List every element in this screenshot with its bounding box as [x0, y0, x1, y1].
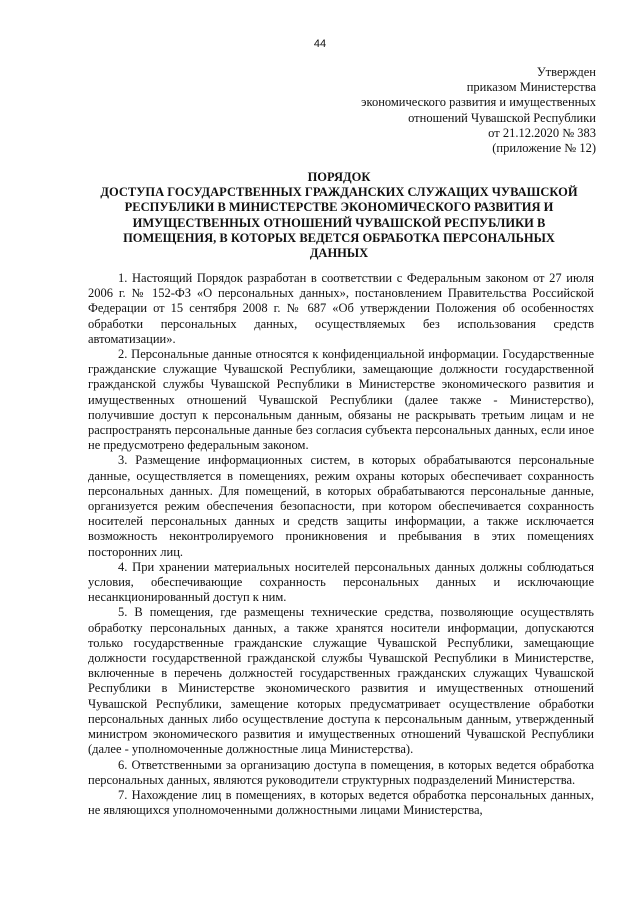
- approval-line: приказом Министерства: [466, 80, 596, 95]
- approval-line: отношений Чувашской Республики: [408, 110, 596, 125]
- document-title: [86, 170, 592, 261]
- approval-line: от 21.12.2020 № 383: [488, 125, 596, 140]
- approval-stamp: [361, 65, 596, 156]
- approval-line: (приложение № 12): [492, 141, 596, 156]
- title-line: ИМУЩЕСТВЕННЫХ ОТНОШЕНИЙ ЧУВАШСКОЙ РЕСПУБЛИКИ В: [132, 215, 546, 230]
- title-line: ПОРЯДОК: [307, 170, 371, 184]
- paragraph-4: 4. При хранении материальных носителей персональных данных должны соблюдаться условия, обеспечивающие сохранность персональных данных и исключающие несанкционированный доступ к ним.: [88, 559, 594, 605]
- title-line: ДАННЫХ: [309, 246, 369, 261]
- document-body: [88, 271, 594, 818]
- title-line: ПОМЕЩЕНИЯ, В КОТОРЫХ ВЕДЕТСЯ ОБРАБОТКА ПЕРСОНАЛЬНЫХ: [123, 230, 555, 245]
- approval-line: экономического развития и имущественных: [361, 95, 596, 110]
- paragraph-2: 2. Персональные данные относятся к конфиденциальной информации. Государственные гражданские служащие Чувашской Республики, замещающие должности государственной гражданской службы Чувашской Республики в Министерстве экономического развития и имущественных отношений Чувашской Республики (далее также - Министерство), получившие доступ к персональным данным, обязаны не раскрывать третьим лицам и не распространять персональные данные без согласия субъекта персональных данных, если иное не предусмотрено федеральным законом.: [88, 347, 594, 453]
- paragraph-6: 6. Ответственными за организацию доступа в помещения, в которых ведется обработка персональных данных, являются руководители структурных подразделений Министерства.: [88, 757, 594, 787]
- paragraph-3: 3. Размещение информационных систем, в которых обрабатываются персональные данные, осуществляется в помещениях, режим охраны которых обеспечивает сохранность персональных данных. Для помещений, в которых обрабатываются персональные данные, организуется режим обеспечения безопасности, при котором обеспечивается сохранность носителей персональных данных и средств защиты информации, а также исключается возможность неконтролируемого проникновения и пребывания в этих помещениях посторонних лиц.: [88, 453, 594, 559]
- paragraph-1: 1. Настоящий Порядок разработан в соответствии с Федеральным законом от 27 июля 2006 г. № 152-ФЗ «О персональных данных», постановлением Правительства Российской Федерации от 15 сентября 2008 г. № 687 «Об утверждении Положения об особенностях обработки персональных данных, осуществляемых без использования средств автоматизации».: [88, 271, 594, 346]
- paragraph-7: 7. Нахождение лиц в помещениях, в которых ведется обработка персональных данных, не являющихся уполномоченными должностными лицами Министерства,: [88, 787, 594, 818]
- paragraph-5: 5. В помещения, где размещены технические средства, позволяющие осуществлять обработку персональных данных, а также хранятся носители информации, допускаются только государственные гражданские служащие Чувашской Республики, замещающие должности государственной гражданской службы Чувашской Республики в Министерстве, включенные в перечень должностей государственных гражданских служащих Чувашской Республики в Министерстве экономического развития и имущественных отношений Чувашской Республики, замещение которых предусматривает осуществление обработки персональных данных либо осуществление доступа к персональным данным, утвержденный министром экономического развития и имущественных отношений Чувашской Республики (далее - уполномоченные должностные лица Министерства).: [88, 605, 594, 757]
- approval-line: Утвержден: [536, 65, 596, 79]
- page-number: 44: [313, 38, 327, 50]
- title-line: ДОСТУПА ГОСУДАРСТВЕННЫХ ГРАЖДАНСКИХ СЛУЖАЩИХ ЧУВАШСКОЙ: [100, 185, 578, 200]
- title-line: РЕСПУБЛИКИ В МИНИСТЕРСТВЕ ЭКОНОМИЧЕСКОГО РАЗВИТИЯ И: [124, 200, 554, 215]
